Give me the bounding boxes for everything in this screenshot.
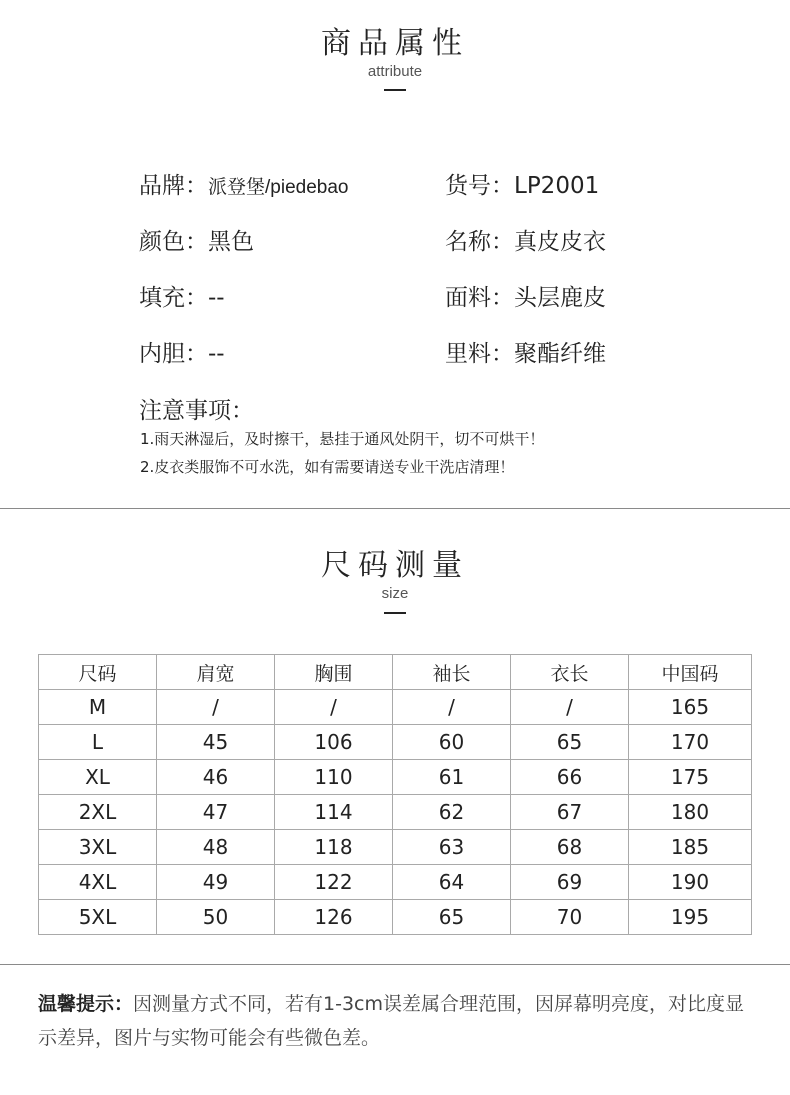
- attr-inner-label: 内胆：: [139, 341, 208, 367]
- table-cell: 110: [275, 760, 393, 795]
- attr-name-label: 名称：: [445, 229, 514, 255]
- size-table: [38, 654, 752, 935]
- attr-item-no-value: LP2001: [514, 173, 600, 199]
- section-divider: [0, 508, 790, 509]
- note-line: 1.雨天淋湿后，及时擦干，悬挂于通风处阴干，切不可烘干！: [140, 430, 545, 448]
- table-cell: 68: [511, 830, 629, 865]
- table-cell: 45: [157, 725, 275, 760]
- attr-lining: [445, 335, 606, 368]
- table-cell: 114: [275, 795, 393, 830]
- table-cell: 5XL: [39, 900, 157, 935]
- attr-inner-value: --: [208, 341, 225, 367]
- attributes-subtitle: attribute: [367, 63, 423, 80]
- attr-filling-value: --: [208, 285, 225, 311]
- table-header-cell: 衣长: [511, 655, 629, 690]
- table-cell: 195: [629, 900, 752, 935]
- table-cell: 185: [629, 830, 752, 865]
- attr-lining-value: 聚酯纤维: [514, 341, 606, 367]
- table-cell: 2XL: [39, 795, 157, 830]
- warm-tip-label: 温馨提示：: [38, 993, 134, 1015]
- table-cell: 50: [157, 900, 275, 935]
- table-cell: 170: [629, 725, 752, 760]
- table-cell: 67: [511, 795, 629, 830]
- table-cell: 63: [393, 830, 511, 865]
- attr-color-value: 黑色: [208, 229, 254, 255]
- attr-brand: [139, 167, 348, 200]
- table-header-cell: 袖长: [393, 655, 511, 690]
- table-header-cell: 肩宽: [157, 655, 275, 690]
- table-cell: 165: [629, 690, 752, 725]
- attr-name: [445, 223, 606, 256]
- notes-title: 注意事项：: [139, 398, 254, 424]
- attributes-title: 商品属性: [321, 26, 469, 61]
- table-cell: M: [39, 690, 157, 725]
- attr-inner: [139, 335, 225, 368]
- table-cell: 46: [157, 760, 275, 795]
- size-title: 尺码测量: [321, 548, 469, 583]
- table-cell: 64: [393, 865, 511, 900]
- table-header-cell: 中国码: [629, 655, 752, 690]
- warm-tip: [38, 987, 758, 1055]
- table-header-cell: 胸围: [275, 655, 393, 690]
- attr-lining-label: 里料：: [445, 341, 514, 367]
- table-row: [39, 760, 752, 795]
- table-cell: /: [157, 690, 275, 725]
- table-cell: 61: [393, 760, 511, 795]
- table-header-cell: 尺码: [39, 655, 157, 690]
- table-cell: /: [511, 690, 629, 725]
- table-row: [39, 865, 752, 900]
- table-cell: 118: [275, 830, 393, 865]
- table-cell: 62: [393, 795, 511, 830]
- table-cell: 180: [629, 795, 752, 830]
- attr-fabric: [445, 279, 606, 312]
- attr-fabric-value: 头层鹿皮: [514, 285, 606, 311]
- table-cell: 60: [393, 725, 511, 760]
- size-subtitle: size: [381, 585, 409, 602]
- attr-brand-label: 品牌：: [139, 173, 208, 199]
- attr-filling-label: 填充：: [139, 285, 208, 311]
- table-cell: L: [39, 725, 157, 760]
- attr-fabric-label: 面料：: [445, 285, 514, 311]
- size-title-bar: [384, 612, 406, 614]
- table-cell: 3XL: [39, 830, 157, 865]
- attr-color: [139, 223, 254, 256]
- attributes-title-bar: [384, 89, 406, 91]
- attr-color-label: 颜色：: [139, 229, 208, 255]
- table-cell: 190: [629, 865, 752, 900]
- attr-item-no: [445, 167, 599, 200]
- table-cell: 47: [157, 795, 275, 830]
- section-divider: [0, 964, 790, 965]
- attr-filling: [139, 279, 225, 312]
- table-cell: 69: [511, 865, 629, 900]
- table-cell: 4XL: [39, 865, 157, 900]
- table-header-row: [39, 655, 752, 690]
- table-cell: 175: [629, 760, 752, 795]
- table-cell: 70: [511, 900, 629, 935]
- table-row: [39, 900, 752, 935]
- table-cell: 48: [157, 830, 275, 865]
- table-cell: 65: [511, 725, 629, 760]
- note-line: 2.皮衣类服饰不可水洗，如有需要请送专业干洗店清理！: [140, 458, 515, 476]
- attr-item-no-label: 货号：: [445, 173, 514, 199]
- table-cell: /: [275, 690, 393, 725]
- warm-tip-text: 因测量方式不同，若有1-3cm误差属合理范围，因屏幕明亮度，对比度显示差异，图片与实物可能会有些微色差。: [38, 993, 745, 1049]
- table-cell: 49: [157, 865, 275, 900]
- table-row: [39, 830, 752, 865]
- table-cell: 122: [275, 865, 393, 900]
- attr-brand-value: 派登堡/piedebao: [208, 177, 349, 198]
- table-cell: 65: [393, 900, 511, 935]
- table-row: [39, 690, 752, 725]
- table-cell: 126: [275, 900, 393, 935]
- table-cell: XL: [39, 760, 157, 795]
- table-cell: /: [393, 690, 511, 725]
- table-cell: 106: [275, 725, 393, 760]
- table-cell: 66: [511, 760, 629, 795]
- table-row: [39, 795, 752, 830]
- table-row: [39, 725, 752, 760]
- attr-name-value: 真皮皮衣: [514, 229, 606, 255]
